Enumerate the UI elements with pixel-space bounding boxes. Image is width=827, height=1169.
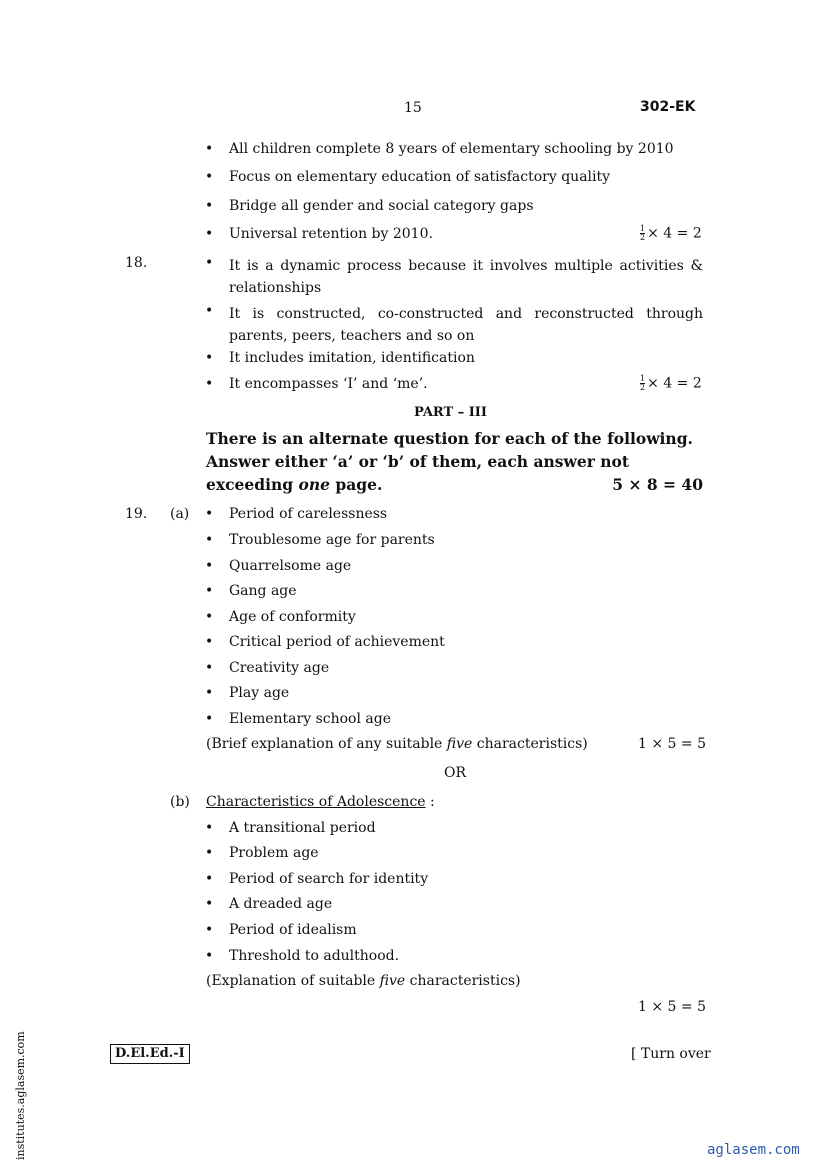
q18-marks: $\frac{1}{2}$ × 4 = 2: [640, 374, 702, 392]
sub-question-a-label: (a): [170, 506, 190, 522]
q19a-marks: 1 × 5 = 5: [638, 736, 706, 752]
side-watermark: institutes.aglasem.com: [14, 1031, 27, 1160]
section-instructions: There is an alternate question for each of the following. Answer either ‘a’ or ‘b’ of them, each answer not exceeding one page. 5 × 8 = 40: [206, 429, 703, 494]
brand-watermark: aglasem.com: [707, 1142, 800, 1158]
course-label: D.El.Ed.-I: [110, 1044, 190, 1064]
section-marks: 5 × 8 = 40: [612, 475, 703, 494]
section-title: PART – III: [414, 405, 487, 420]
paper-code: 302-EK: [640, 99, 696, 115]
q17-marks: $\frac{1}{2}$ × 4 = 2: [640, 224, 702, 242]
question-number: 19.: [125, 506, 148, 522]
sub-question-b-label: (b): [170, 794, 190, 810]
page-number: 15: [404, 100, 422, 116]
marking-note: (Explanation of suitable five characteristics): [206, 973, 521, 989]
fraction: $\frac{1}{2}$: [640, 374, 646, 392]
turn-over-label: [ Turn over: [631, 1046, 711, 1062]
sub-question-heading: Characteristics of Adolescence :: [206, 794, 435, 810]
or-separator: OR: [444, 765, 467, 781]
question-number: 18.: [125, 255, 148, 271]
q19b-marks: 1 × 5 = 5: [638, 999, 706, 1015]
marking-note: (Brief explanation of any suitable five characteristics): [206, 736, 588, 752]
fraction: $\frac{1}{2}$: [640, 224, 646, 242]
